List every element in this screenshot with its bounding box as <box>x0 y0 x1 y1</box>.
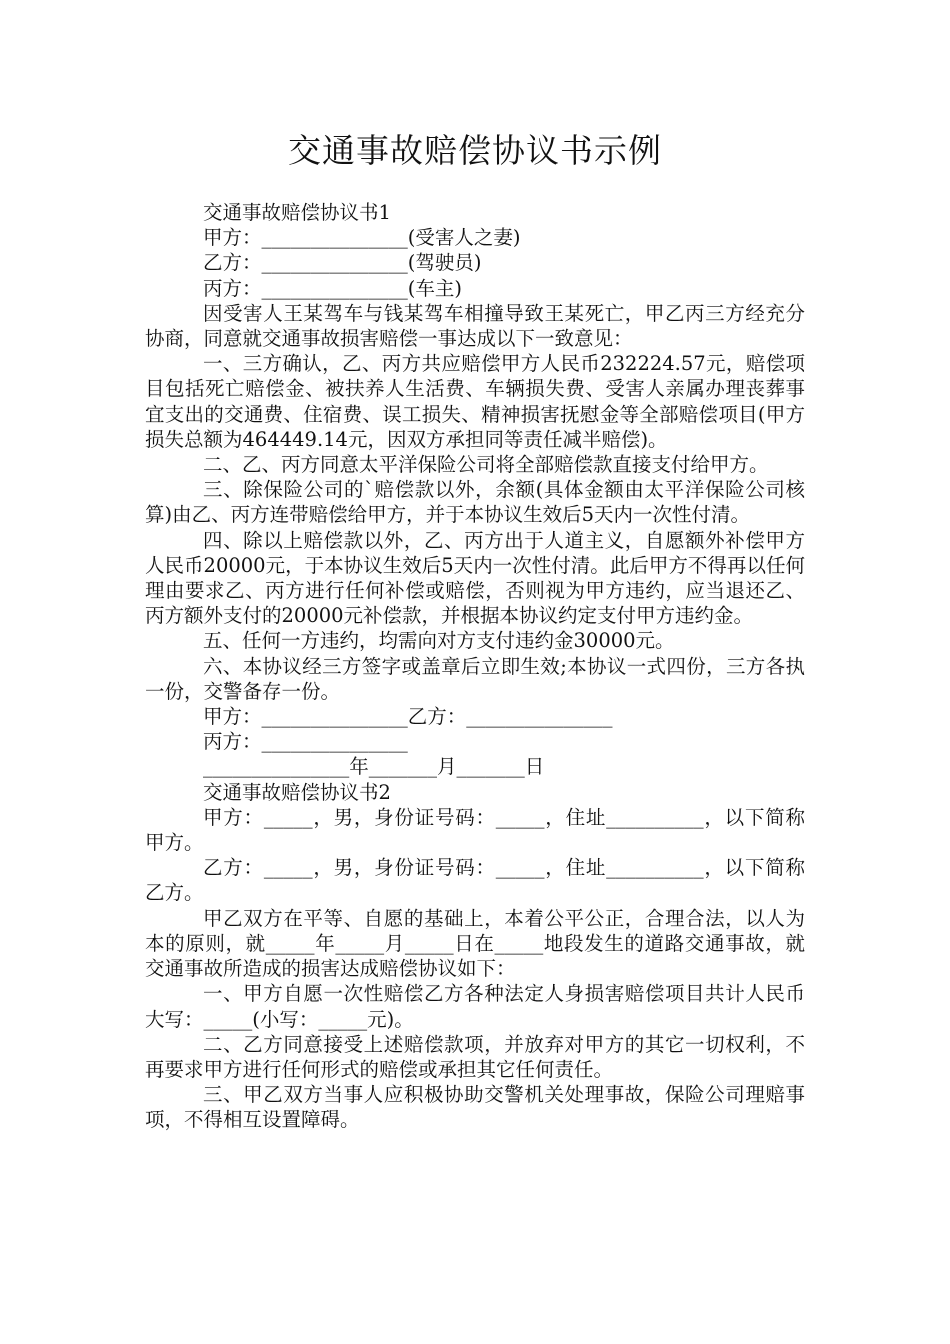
clause-2: 二、乙、丙方同意太平洋保险公司将全部赔偿款直接支付给甲方。 <box>203 453 769 477</box>
agreement-2-heading: 交通事故赔偿协议书2 <box>203 780 391 804</box>
clause-5: 五、任何一方违约，均需向对方支付违约金30000元。 <box>203 629 675 653</box>
agreement-2-party-b: 乙方：_____，男，身份证号码：_____，住址__________，以下简称乙方。 <box>145 856 805 905</box>
agreement-2-clause-3: 三、甲乙双方当事人应积极协助交警机关处理事故，保险公司理赔事项，不得相互设置障碍。 <box>145 1083 805 1132</box>
party-a-line: 甲方：_______________(受害人之妻) <box>203 226 521 250</box>
party-c-line: 丙方：_______________(车主) <box>203 276 462 300</box>
agreement-2-preamble: 甲乙双方在平等、自愿的基础上，本着公平公正，合理合法，以人为本的原则，就_____年_____月_____日在_____地段发生的道路交通事故，就交通事故所造成的损害达成赔偿协议如下： <box>145 906 805 981</box>
clause-3: 三、除保险公司的`赔偿款以外，余额(具体金额由太平洋保险公司核算)由乙、丙方连带赔偿给甲方，并于本协议生效后5天内一次性付清。 <box>145 478 805 527</box>
preamble-paragraph: 因受害人王某驾车与钱某驾车相撞导致王某死亡，甲乙丙三方经充分协商，同意就交通事故损害赔偿一事达成以下一致意见： <box>145 301 805 351</box>
clause-6: 六、本协议经三方签字或盖章后立即生效;本协议一式四份，三方各执一份，交警备存一份。 <box>145 654 805 703</box>
agreement-2-clause-2: 二、乙方同意接受上述赔偿款项，并放弃对甲方的其它一切权利，不再要求甲方进行任何形式的赔偿或承担其它任何责任。 <box>145 1032 805 1081</box>
signature-line-c: 丙方：_______________ <box>203 730 408 754</box>
document-title: 交通事故赔偿协议书示例 <box>288 131 662 170</box>
signature-line-a-b: 甲方：_______________乙方：_______________ <box>203 705 613 729</box>
document-body <box>145 200 805 1133</box>
agreement-2-clause-1: 一、甲方自愿一次性赔偿乙方各种法定人身损害赔偿项目共计人民币大写：_____(小写：_____元)。 <box>145 982 805 1031</box>
agreement-2-party-a: 甲方：_____，男，身份证号码：_____，住址__________，以下简称甲方。 <box>145 805 805 855</box>
agreement-1-heading: 交通事故赔偿协议书1 <box>203 201 391 224</box>
clause-1: 一、三方确认，乙、丙方共应赔偿甲方人民币232224.57元，赔偿项目包括死亡赔偿金、被扶养人生活费、车辆损失费、受害人亲属办理丧葬事宜支出的交通费、住宿费、误工损失、精神损害抚慰金等全部赔偿项目(甲方损失总额为464449.14元，因双方承担同等责任减半赔偿)。 <box>145 352 805 451</box>
date-line: _______________年_______月_______日 <box>203 755 545 779</box>
clause-4: 四、除以上赔偿款以外，乙、丙方出于人道主义，自愿额外补偿甲方人民币20000元，于本协议生效后5天内一次性付清。此后甲方不得再以任何理由要求乙、丙方进行任何补偿或赔偿，否则视为甲方违约，应当退还乙、丙方额外支付的20000元补偿款，并根据本协议约定支付甲方违约金。 <box>145 528 805 628</box>
party-b-line: 乙方：_______________(驾驶员) <box>203 251 482 275</box>
